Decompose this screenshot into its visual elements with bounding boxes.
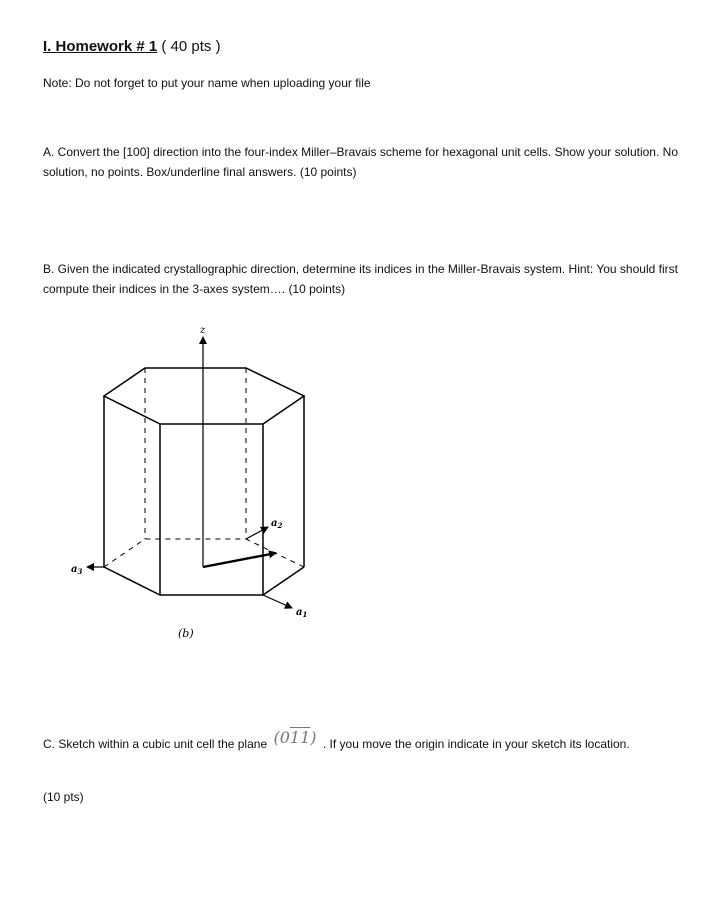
question-c-text-before: C. Sketch within a cubic unit cell the plane bbox=[43, 737, 268, 751]
question-b: B. Given the indicated crystallographic direction, determine its indices in the Miller-Bravais system. Hint: You should first compute their indices in the 3-axes system…. (10 points) bbox=[43, 262, 678, 296]
indicated-direction-vector bbox=[203, 553, 276, 567]
a1-axis bbox=[263, 595, 292, 608]
hexagonal-cell-figure bbox=[60, 320, 320, 655]
plane-notation: (011) bbox=[273, 728, 317, 747]
homework-total-points: ( 40 pts ) bbox=[157, 38, 221, 55]
question-c bbox=[43, 728, 683, 754]
homework-title bbox=[43, 38, 221, 55]
z-axis-label: z bbox=[200, 325, 206, 336]
upload-note: Note: Do not forget to put your name when uploading your file bbox=[43, 76, 371, 90]
question-c-text-after: . If you move the origin indicate in your sketch its location. bbox=[322, 737, 630, 751]
a1-axis-label: $a_1$ bbox=[296, 607, 308, 619]
bottom-hexagon-front bbox=[104, 567, 304, 595]
a2-axis-label: $a_2$ bbox=[271, 518, 283, 530]
figure-caption: (b) bbox=[178, 627, 194, 640]
top-hexagon bbox=[104, 368, 304, 424]
a3-axis-label: $a_3$ bbox=[71, 564, 83, 576]
a2-axis bbox=[246, 527, 268, 539]
homework-title-text: I. Homework # 1 bbox=[43, 38, 158, 55]
question-a: A. Convert the [100] direction into the four-index Miller–Bravais scheme for hexagonal unit cells. Show your solution. No solution, no points. Box/underline final answers. (10 points) bbox=[43, 145, 678, 179]
hexagonal-cell-diagram bbox=[60, 320, 320, 650]
question-c-points: (10 pts) bbox=[43, 790, 84, 804]
